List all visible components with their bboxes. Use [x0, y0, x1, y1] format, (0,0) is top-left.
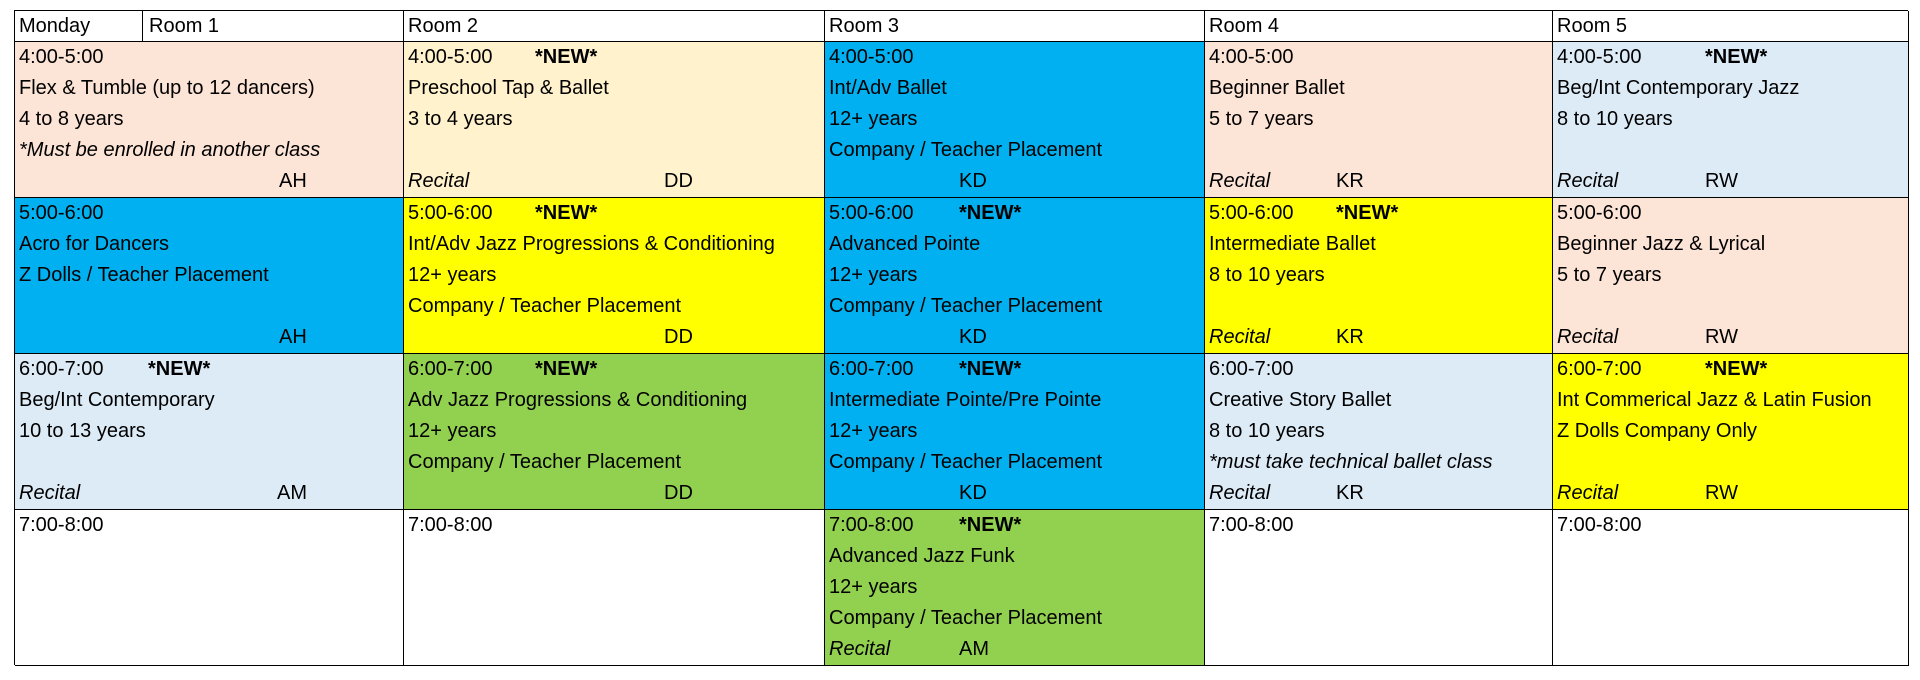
class-detail: 12+ years	[829, 576, 918, 598]
class-detail: 4 to 8 years	[19, 108, 124, 130]
class-name: Advanced Jazz Funk	[829, 545, 1015, 567]
room-1-header: Room 1	[149, 15, 220, 37]
room-2-header: Room 2	[404, 11, 825, 42]
header-day-room1	[15, 11, 404, 42]
class-cell	[404, 510, 825, 666]
class-name: Beg/Int Contemporary Jazz	[1557, 77, 1800, 99]
class-cell	[15, 42, 404, 198]
class-detail: 8 to 10 years	[1557, 108, 1673, 130]
new-badge: *NEW*	[1705, 358, 1768, 380]
teacher-initials: RW	[1705, 170, 1738, 192]
class-detail: Company / Teacher Placement	[408, 451, 682, 473]
class-cell	[1553, 354, 1909, 510]
teacher-initials: RW	[1705, 482, 1738, 504]
class-name: Int Commerical Jazz & Latin Fusion	[1557, 389, 1872, 411]
class-time: 6:00-7:00	[1557, 358, 1642, 380]
class-name: Intermediate Ballet	[1209, 233, 1376, 255]
recital-label: Recital	[408, 170, 470, 192]
class-time: 6:00-7:00	[829, 358, 914, 380]
new-badge: *NEW*	[959, 514, 1022, 536]
class-detail: Z Dolls / Teacher Placement	[19, 264, 269, 286]
class-time: 6:00-7:00	[1209, 358, 1294, 380]
class-note: *Must be enrolled in another class	[19, 139, 321, 161]
class-time: 4:00-5:00	[408, 46, 493, 68]
recital-label: Recital	[1557, 326, 1619, 348]
teacher-initials: DD	[664, 170, 693, 192]
class-cell	[1205, 198, 1553, 354]
class-cell	[1205, 42, 1553, 198]
teacher-initials: RW	[1705, 326, 1738, 348]
class-time: 7:00-8:00	[1209, 514, 1294, 536]
teacher-initials: KD	[959, 170, 987, 192]
class-detail: Company / Teacher Placement	[829, 139, 1103, 161]
recital-label: Recital	[1557, 482, 1619, 504]
class-name: Flex & Tumble (up to 12 dancers)	[19, 77, 315, 99]
teacher-initials: AH	[279, 326, 307, 348]
class-detail: 3 to 4 years	[408, 108, 513, 130]
class-time: 5:00-6:00	[1209, 202, 1294, 224]
class-cell	[1553, 510, 1909, 666]
class-name: Beginner Ballet	[1209, 77, 1345, 99]
new-badge: *NEW*	[535, 46, 598, 68]
class-cell	[15, 198, 404, 354]
class-name: Int/Adv Ballet	[829, 77, 947, 99]
class-detail: Company / Teacher Placement	[829, 295, 1103, 317]
recital-label: Recital	[1209, 170, 1271, 192]
room-5-header: Room 5	[1553, 11, 1909, 42]
new-badge: *NEW*	[959, 202, 1022, 224]
class-detail: 8 to 10 years	[1209, 420, 1325, 442]
class-time: 7:00-8:00	[19, 514, 104, 536]
room-3-header: Room 3	[825, 11, 1205, 42]
class-cell	[15, 510, 404, 666]
teacher-initials: AM	[277, 482, 307, 504]
class-time: 5:00-6:00	[1557, 202, 1642, 224]
class-time: 4:00-5:00	[19, 46, 104, 68]
class-cell	[825, 510, 1205, 666]
class-time: 7:00-8:00	[1557, 514, 1642, 536]
class-detail: 8 to 10 years	[1209, 264, 1325, 286]
class-name: Advanced Pointe	[829, 233, 981, 255]
class-cell	[825, 42, 1205, 198]
class-detail: Company / Teacher Placement	[408, 295, 682, 317]
recital-label: Recital	[19, 482, 81, 504]
class-time: 6:00-7:00	[408, 358, 493, 380]
teacher-initials: KD	[959, 326, 987, 348]
teacher-initials: DD	[664, 326, 693, 348]
class-time: 5:00-6:00	[829, 202, 914, 224]
class-cell	[1205, 510, 1553, 666]
class-name: Int/Adv Jazz Progressions & Conditioning	[408, 233, 775, 255]
class-name: Creative Story Ballet	[1209, 389, 1392, 411]
class-cell	[404, 198, 825, 354]
class-time: 6:00-7:00	[19, 358, 104, 380]
class-cell	[404, 42, 825, 198]
room-4-header: Room 4	[1205, 11, 1553, 42]
teacher-initials: AH	[279, 170, 307, 192]
class-time: 4:00-5:00	[1209, 46, 1294, 68]
class-cell	[825, 198, 1205, 354]
class-detail: 5 to 7 years	[1557, 264, 1662, 286]
class-detail: Company / Teacher Placement	[829, 451, 1103, 473]
teacher-initials: AM	[959, 638, 989, 660]
teacher-initials: KR	[1336, 326, 1364, 348]
teacher-initials: KD	[959, 482, 987, 504]
new-badge: *NEW*	[148, 358, 211, 380]
class-time: 7:00-8:00	[829, 514, 914, 536]
class-cell	[15, 354, 404, 510]
teacher-initials: KR	[1336, 482, 1364, 504]
class-time: 4:00-5:00	[1557, 46, 1642, 68]
class-cell	[1205, 354, 1553, 510]
recital-label: Recital	[829, 638, 891, 660]
class-name: Acro for Dancers	[19, 233, 170, 255]
new-badge: *NEW*	[959, 358, 1022, 380]
recital-label: Recital	[1557, 170, 1619, 192]
schedule-grid	[14, 10, 1908, 665]
new-badge: *NEW*	[1705, 46, 1768, 68]
class-cell	[1553, 198, 1909, 354]
class-detail: 12+ years	[829, 108, 918, 130]
class-detail: 12+ years	[829, 420, 918, 442]
class-name: Preschool Tap & Ballet	[408, 77, 609, 99]
class-cell	[404, 354, 825, 510]
class-name: Adv Jazz Progressions & Conditioning	[408, 389, 748, 411]
class-name: Beginner Jazz & Lyrical	[1557, 233, 1766, 255]
recital-label: Recital	[1209, 482, 1271, 504]
class-detail: Company / Teacher Placement	[829, 607, 1103, 629]
class-detail: 10 to 13 years	[19, 420, 146, 442]
class-detail: 12+ years	[408, 420, 497, 442]
day-label: Monday	[15, 11, 143, 41]
class-name: Beg/Int Contemporary	[19, 389, 215, 411]
class-cell	[1553, 42, 1909, 198]
class-time: 5:00-6:00	[408, 202, 493, 224]
teacher-initials: KR	[1336, 170, 1364, 192]
new-badge: *NEW*	[535, 202, 598, 224]
class-time: 4:00-5:00	[829, 46, 914, 68]
class-detail: 12+ years	[829, 264, 918, 286]
new-badge: *NEW*	[1336, 202, 1399, 224]
class-time: 5:00-6:00	[19, 202, 104, 224]
class-note: *must take technical ballet class	[1209, 451, 1493, 473]
class-cell	[825, 354, 1205, 510]
recital-label: Recital	[1209, 326, 1271, 348]
teacher-initials: DD	[664, 482, 693, 504]
class-detail: 12+ years	[408, 264, 497, 286]
class-time: 7:00-8:00	[408, 514, 493, 536]
class-name: Intermediate Pointe/Pre Pointe	[829, 389, 1102, 411]
class-detail: Z Dolls Company Only	[1557, 420, 1758, 442]
class-detail: 5 to 7 years	[1209, 108, 1314, 130]
new-badge: *NEW*	[535, 358, 598, 380]
